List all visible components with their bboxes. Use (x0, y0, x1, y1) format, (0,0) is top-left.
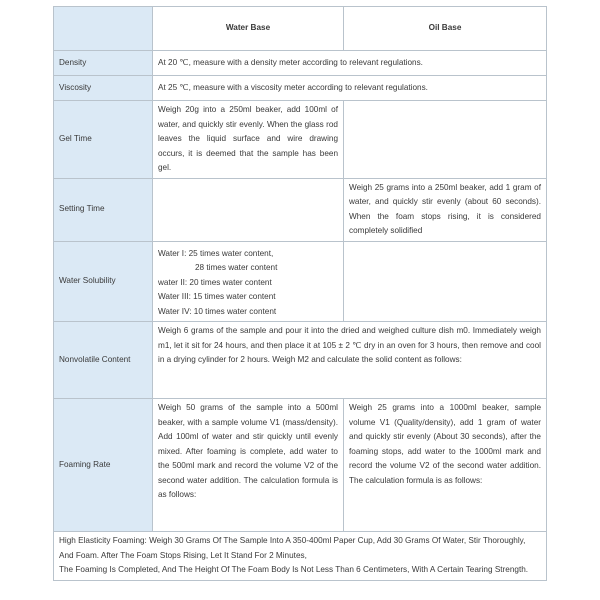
row-foaming-rate (54, 399, 547, 532)
header-oil-base: Oil Base (344, 7, 547, 51)
gel-time-water-text: Weigh 20g into a 250ml beaker, add 100ml of water, and quickly stir evenly. When the glass rod leaves the liquid surface and wire drawing occurs, it is deemed that the sample has been gel. (153, 101, 344, 179)
nonvolatile-text: Weigh 6 grams of the sample and pour it into the dried and weighed culture dish m0. Immediately weigh m1, let it sit for 24 hours, and then place it at 105 ± 2 ℃ dry in an oven for 3 hours, then remove and cool in a drying cylinder for 2 hours. Weigh M2 and calculate the solid content as follows: (153, 322, 547, 399)
specification-table (53, 6, 547, 581)
solubility-line-2: 28 times water content (195, 263, 278, 272)
water-solubility-list (153, 241, 344, 322)
water-solubility-oil-cell (344, 241, 547, 322)
row-label-water-solubility: Water Solubility (54, 241, 153, 322)
setting-time-water-cell (153, 178, 344, 241)
row-water-solubility (54, 241, 547, 322)
density-text: At 20 ℃, measure with a density meter according to relevant regulations. (153, 51, 547, 76)
solubility-line-5: Water IV: 10 times water content (158, 306, 277, 316)
header-water-base: Water Base (153, 7, 344, 51)
footer-note (54, 532, 547, 581)
foaming-rate-water-text: Weigh 50 grams of the sample into a 500ml beaker, with a sample volume V1 (mass/density). Add 100ml of water and stir quickly until evenly mixed. After foaming is complete, add water to the 500ml mark and record the volume V2 of the second water addition. The calculation formula is as follows: (153, 399, 344, 532)
header-row (54, 7, 547, 51)
row-label-nonvolatile: Nonvolatile Content (54, 322, 153, 399)
foaming-rate-oil-text: Weigh 25 grams into a 1000ml beaker, sample volume V1 (Quality/density), add 1 gram of water and quickly stir evenly (About 30 seconds), after the foaming stops, add water to the 1000ml mark and record the volume V2 of the second water addition. The calculation formula is as follows: (344, 399, 547, 532)
row-setting-time (54, 178, 547, 241)
footer-line-1: High Elasticity Foaming: Weigh 30 Grams Of The Sample Into A 350-400ml Paper Cup, Add 30 Grams Of Water, Stir Thoroughly, And Foam. After The Foam Stops Rising, Let It Stand For 2 Minutes, (59, 536, 526, 560)
row-label-foaming-rate: Foaming Rate (54, 399, 153, 532)
row-nonvolatile (54, 322, 547, 399)
row-label-density: Density (54, 51, 153, 76)
footer-line-2: The Foaming Is Completed, And The Height Of The Foam Body Is Not Less Than 6 Centimeters, With A Certain Tearing Strength. (59, 565, 529, 574)
row-footer (54, 532, 547, 581)
header-corner-cell (54, 7, 153, 51)
row-viscosity (54, 76, 547, 101)
solubility-line-1: Water I: 25 times water content, (158, 248, 274, 258)
row-label-setting-time: Setting Time (54, 178, 153, 241)
solubility-line-3: water II: 20 times water content (158, 277, 272, 287)
row-label-viscosity: Viscosity (54, 76, 153, 101)
gel-time-oil-cell (344, 101, 547, 179)
row-gel-time (54, 101, 547, 179)
setting-time-oil-text: Weigh 25 grams into a 250ml beaker, add 1 gram of water, and quickly stir evenly (about 60 seconds). When the foam stops rising, it is considered completely solidified (344, 178, 547, 241)
viscosity-text: At 25 ℃, measure with a viscosity meter according to relevant regulations. (153, 76, 547, 101)
row-density (54, 51, 547, 76)
solubility-line-4: Water III: 15 times water content (158, 292, 276, 301)
row-label-gel-time: Gel Time (54, 101, 153, 179)
